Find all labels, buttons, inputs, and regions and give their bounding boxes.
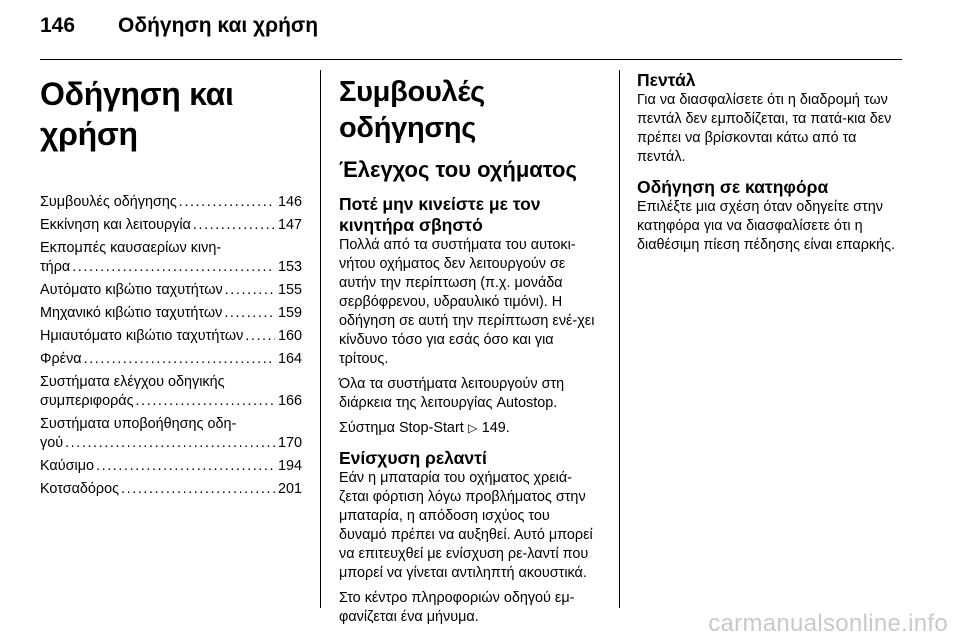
toc-label: Κοτσαδόρος (40, 481, 120, 497)
paragraph: Όλα τα συστήματα λειτουργούν στη διάρκεια της λειτουργίας Autostop. (339, 376, 565, 411)
toc-entry[interactable] (40, 373, 302, 411)
toc-label: Μηχανικό κιβώτιο ταχυτήτων (40, 305, 223, 321)
toc-line (40, 415, 302, 434)
heading-engine-off: Ποτέ μην κινείστε με τον κινητήρα σβηστό (339, 194, 541, 235)
toc-entry[interactable] (40, 216, 302, 235)
column-divider (619, 70, 620, 608)
arrow-right-icon: ▷ (468, 421, 478, 435)
toc-page-number: 155 (277, 282, 302, 298)
toc-leader-dots (136, 392, 275, 411)
toc-entry[interactable] (40, 457, 302, 476)
toc-page-number: 160 (277, 328, 302, 344)
toc-label: Εκπομπές καυσαερίων κινη- (40, 240, 222, 256)
cross-reference[interactable] (339, 419, 601, 438)
toc-line (40, 480, 302, 499)
content-column-2 (637, 70, 901, 261)
chapter-title: Οδήγηση και χρήση (40, 76, 234, 152)
toc-label: Συμβουλές οδήγησης (40, 194, 177, 210)
toc-line (40, 373, 302, 392)
paragraph: Στο κέντρο πληροφοριών οδηγού εμ-φανίζεται ένα μήνυμα. (339, 590, 575, 625)
toc-page-number: 147 (277, 217, 302, 233)
table-of-contents (40, 193, 302, 499)
toc-label: Φρένα (40, 351, 82, 367)
column-divider (320, 70, 321, 608)
watermark: carmanualsonline.info (708, 610, 948, 637)
toc-leader-dots (245, 327, 275, 346)
toc-entry[interactable] (40, 281, 302, 300)
toc-label: Συστήματα υποβοήθησης οδη- (40, 416, 237, 432)
paragraph: Εάν η μπαταρία του οχήματος χρειά-ζεται φόρτιση λόγω προβλήματος στην μπαταρία, η απόδοση ισχύος του δυναμό πρέπει να αυξηθεί. Αυτό μπορεί να επιτευχθεί με ενίσχυση ρε-λαντί που μπορεί να γίνεται αντιληπτή ακουστικά. (339, 470, 593, 581)
toc-page-number: 170 (277, 435, 302, 451)
toc-leader-dots (179, 193, 275, 212)
toc-page-number: 201 (277, 481, 302, 497)
toc-leader-dots (72, 258, 275, 277)
toc-leader-dots (65, 434, 275, 453)
toc-label: γού (40, 435, 64, 451)
toc-entry[interactable] (40, 193, 302, 212)
paragraph: Επιλέξτε μια σχέση όταν οδηγείτε στην κατηφόρα για να διασφαλίσετε ότι η διαθέσιμη πίεση πέδησης είναι επαρκής. (637, 199, 896, 253)
content-column-1 (339, 70, 601, 633)
heading-downhill: Οδήγηση σε κατηφόρα (637, 177, 829, 197)
toc-leader-dots (224, 304, 275, 323)
toc-label: συμπεριφοράς (40, 393, 134, 409)
toc-leader-dots (84, 350, 275, 369)
toc-line (40, 327, 302, 346)
toc-line (40, 193, 302, 212)
toc-page-number: 159 (277, 305, 302, 321)
paragraph: Για να διασφαλίσετε ότι η διαδρομή των πεντάλ δεν εμποδίζεται, τα πατά-κια δεν πρέπει να βρίσκονται κάτω από τα πεντάλ. (637, 92, 892, 165)
toc-page-number: 194 (277, 458, 302, 474)
toc-label: Καύσιμο (40, 458, 94, 474)
toc-entry[interactable] (40, 327, 302, 346)
toc-label: τήρα (40, 259, 71, 275)
toc-line (40, 457, 302, 476)
page-number: 146 (40, 14, 76, 37)
toc-leader-dots (96, 457, 275, 476)
header-rule (40, 59, 902, 60)
toc-page-number: 153 (277, 259, 302, 275)
page-header (40, 14, 318, 42)
toc-label: Συστήματα ελέγχου οδηγικής (40, 374, 225, 390)
toc-entry[interactable] (40, 239, 302, 277)
toc-label: Ημιαυτόματο κιβώτιο ταχυτήτων (40, 328, 244, 344)
heading-pedals: Πεντάλ (637, 70, 696, 90)
toc-label: Αυτόματο κιβώτιο ταχυτήτων (40, 282, 223, 298)
toc-line (40, 350, 302, 369)
toc-line (40, 216, 302, 235)
toc-entry[interactable] (40, 480, 302, 499)
toc-leader-dots (121, 480, 275, 499)
toc-leader-dots (225, 281, 275, 300)
toc-entry[interactable] (40, 350, 302, 369)
reference-text: Σύστημα Stop-Start (339, 420, 464, 436)
toc-page-number: 166 (277, 393, 302, 409)
toc-line (40, 258, 302, 277)
toc-line (40, 392, 302, 411)
subsection-title: Έλεγχος του οχήματος (339, 157, 577, 182)
toc-entry[interactable] (40, 415, 302, 453)
toc-column (40, 70, 302, 503)
toc-page-number: 164 (277, 351, 302, 367)
running-title: Οδήγηση και χρήση (118, 14, 319, 37)
paragraph: Πολλά από τα συστήματα του αυτοκι-νήτου οχήματος δεν λειτουργούν σε αυτήν την περίπτωση (π.χ. μονάδα σερβόφρενου, υδραυλικό τιμόνι). Η οδήγηση σε αυτή την περίπτωση ενέ-χει κίνδυνο τόσο για εσάς όσο και για τρίτους. (339, 237, 595, 367)
toc-entry[interactable] (40, 304, 302, 323)
toc-leader-dots (193, 216, 275, 235)
heading-idle-boost: Ενίσχυση ρελαντί (339, 448, 487, 468)
toc-label: Εκκίνηση και λειτουργία (40, 217, 191, 233)
toc-line (40, 281, 302, 300)
toc-page-number: 146 (277, 194, 302, 210)
toc-line (40, 434, 302, 453)
reference-page: 149. (481, 420, 510, 436)
toc-line (40, 304, 302, 323)
toc-line (40, 239, 302, 258)
section-title: Συμβουλές οδήγησης (339, 76, 485, 144)
